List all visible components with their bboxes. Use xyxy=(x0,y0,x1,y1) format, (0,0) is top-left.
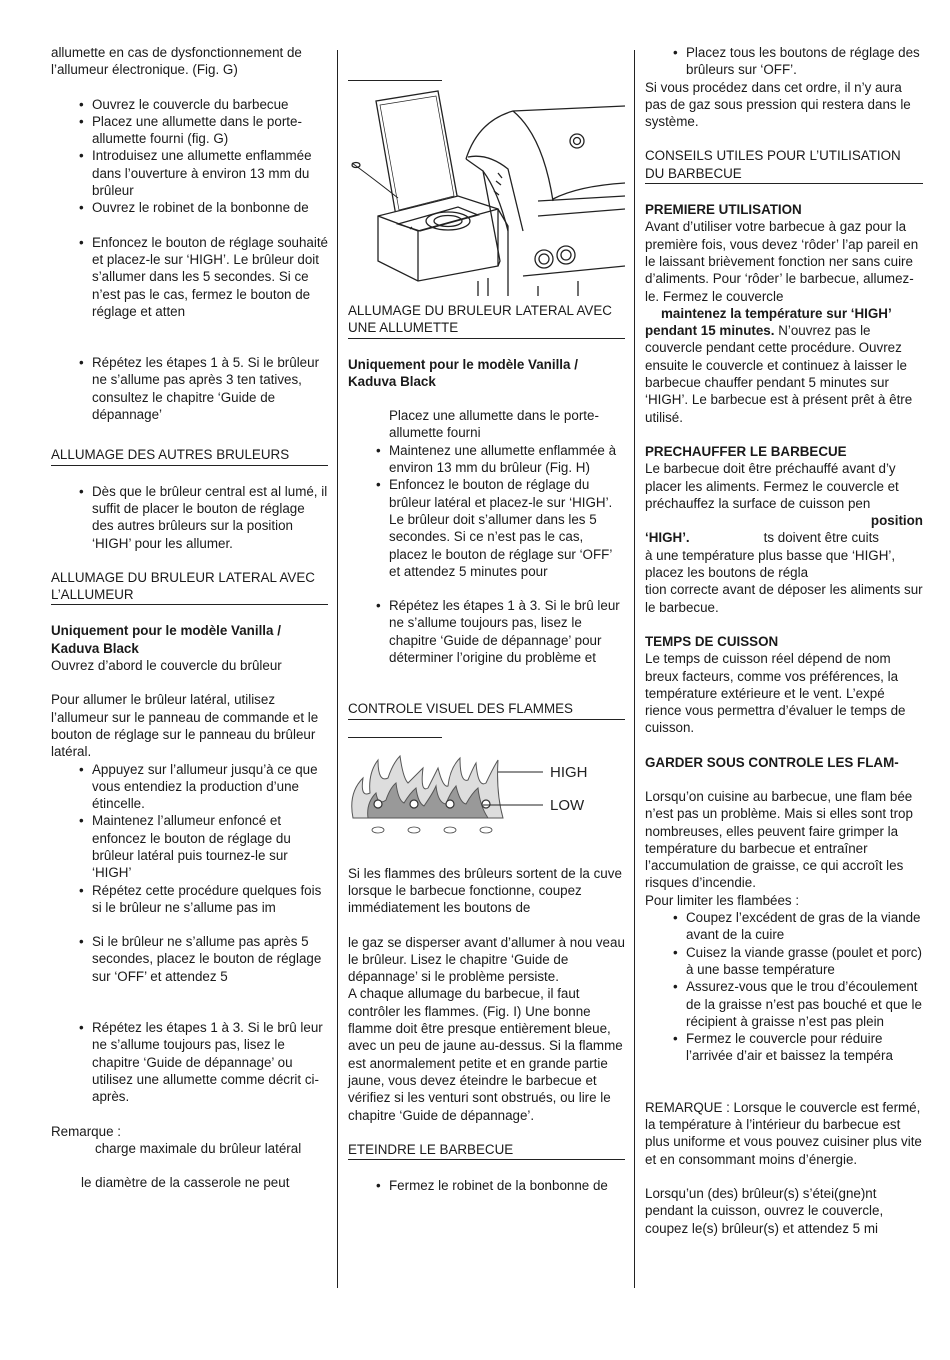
list-item: • Appuyez sur l’allumeur jusqu’à ce que vous entendiez la production d’une étincelle. xyxy=(92,761,328,813)
text-span: N’ouvrez pas le couvercle pendant cette procédure. Ouvrez ensuite le couvercle et continuez à laisser le barbecue chauffer pendant 5 minutes sur ‘HIGH’. Le barbecue est à présent prêt à être utilisé. xyxy=(645,323,913,425)
subheading: PRECHAUFFER LE BARBECUE xyxy=(645,443,847,459)
text-span-bold: position xyxy=(870,513,923,529)
text-span: ts doivent être cuits xyxy=(763,530,880,546)
paragraph: Placez une allumette dans le porte-allumette fourni xyxy=(389,408,599,441)
bullet-list xyxy=(645,909,923,1065)
bullet-list xyxy=(348,1177,625,1194)
list-item: • Répétez les étapes 1 à 3. Si le brû leur ne s’allume toujours pas, lisez le chapitre ‘Guide de dépannage’ ou utilisez une allumette comme décrit ci-après. xyxy=(92,1019,328,1105)
list-item: • Répétez cette procédure quelques fois si le brûleur ne s’allume pas im xyxy=(92,882,328,917)
bullet-list xyxy=(51,483,328,552)
column-2 xyxy=(348,44,625,1194)
subheading: TEMPS DE CUISSON xyxy=(645,633,779,649)
paragraph: Si vous procédez dans cet ordre, il n’y aura pas de gaz sous pression qui restera dans le système. xyxy=(645,79,911,130)
list-item: • Coupez l’excédent de gras de la viande avant de la cuire xyxy=(686,909,923,944)
flame-label-low: LOW xyxy=(550,796,585,814)
paragraph: Ouvrez d’abord le couvercle du brûleur xyxy=(51,658,282,674)
figure-caption: ALLUMAGE DU BRULEUR LATERAL AVEC UNE ALLUMETTE xyxy=(348,302,625,339)
section-heading: CONTROLE VISUEL DES FLAMMES xyxy=(348,700,625,719)
paragraph: Le barbecue doit être préchauffé avant d’y placer les aliments. Fermez le couvercle et préchauffez la surface de cuisson pen xyxy=(645,461,899,511)
paragraph: A chaque allumage du barbecue, il faut contrôler les flammes. (Fig. I) Une bonne flamme doit être presque entièrement bleue, avec un peu de jaune au-dessus. Si la flamme est anormalement petite et en grande partie jaune, vous devez éteindre le barbecue et vérifiez si les venturi sont obstrués, ou lire le chapitre ‘Guide de dépannage’. xyxy=(348,986,623,1123)
list-item: • Répétez les étapes 1 à 5. Si le brûleur ne s’allume pas après 3 ten tatives, consultez le chapitre ‘Guide de dépannage’ xyxy=(92,354,328,423)
paragraph: tion correcte avant de déposer les aliments sur le barbecue. xyxy=(645,582,923,615)
side-burner-illustration xyxy=(348,81,625,296)
section-heading: ETEINDRE LE BARBECUE xyxy=(348,1141,625,1160)
list-item: • Ouvrez le robinet de la bonbonne de xyxy=(92,199,328,216)
paragraph: le diamètre de la casserole ne peut xyxy=(81,1175,290,1191)
column-1 xyxy=(51,44,328,1191)
subheading: PREMIERE UTILISATION xyxy=(645,202,802,218)
bullet-list xyxy=(51,234,328,320)
list-item: • Placez une allumette dans le porte-allumette fourni (fig. G) xyxy=(92,113,328,148)
bullet-list xyxy=(645,44,923,79)
list-item: • Assurez-vous que le trou d’écoulement de la graisse n’est pas bouché et que le récipient à graisse n’est pas plein xyxy=(686,978,923,1030)
model-note: Uniquement pour le modèle Vanilla / Kaduva Black xyxy=(348,356,578,389)
paragraph: Si les flammes des brûleurs sortent de la cuve lorsque le barbecue fonctionne, coupez immédiatement les boutons de xyxy=(348,865,622,916)
paragraph xyxy=(645,218,923,426)
list-item: • Répétez les étapes 1 à 3. Si le brû leur ne s’allume toujours pas, lisez le chapitre ‘Guide de dépannage’ pour déterminer l’origine du problème et xyxy=(389,597,625,666)
bullet-list xyxy=(51,933,328,985)
list-item: • Maintenez l’allumeur enfoncé et enfoncez le bouton de réglage du brûleur latéral puis tournez-le sur ‘HIGH’ xyxy=(92,812,328,881)
text-span-bold: maintenez la température sur ‘HIGH’ pendant 15 minutes. xyxy=(645,305,891,339)
column-divider xyxy=(337,50,338,1288)
column-3 xyxy=(645,44,923,1237)
list-item: • Dès que le brûleur central est al lumé, il suffit de placer le bouton de réglage des autres brûleurs sur la position ‘HIGH’ pour les allumer. xyxy=(92,483,328,552)
section-heading: ALLUMAGE DU BRULEUR LATERAL AVEC L’ALLUMEUR xyxy=(51,569,328,606)
text-span-bold: ‘HIGH’. xyxy=(645,530,690,546)
list-item: • Placez tous les boutons de réglage des brûleurs sur ‘OFF’. xyxy=(686,44,923,79)
list-item: • Ouvrez le couvercle du barbecue xyxy=(92,96,328,113)
bullet-list xyxy=(51,96,328,217)
subheading: GARDER SOUS CONTROLE LES FLAM- xyxy=(645,754,899,770)
paragraph: allumette en cas de dysfonctionnement de l’allumeur électronique. (Fig. G) xyxy=(51,45,302,78)
list-item: • Enfoncez le bouton de réglage du brûleur latéral et placez-le sur ‘HIGH’. Le brûleur doit s’allumer dans les 5 secondes. Si ce n’est pas le cas, placez le bouton de réglage sur ‘OFF’ et attendez 5 minutes pour xyxy=(389,476,625,580)
paragraph: Lorsqu’on cuisine au barbecue, une flam bée n’est pas un problème. Mais si elles sont trop nombreuses, elles peuvent faire grimper la température du barbecue et entraîner l’accumulation de graisse, ce qui accroît les risques d’incendie. xyxy=(645,788,913,891)
paragraph: charge maximale du brûleur latéral xyxy=(95,1140,302,1156)
list-item: • Introduisez une allumette enflammée dans l’ouverture à environ 13 mm du brûleur xyxy=(92,147,328,199)
paragraph xyxy=(645,529,923,546)
list-item: • Cuisez la viande grasse (poulet et porc) à une basse température xyxy=(686,944,923,979)
model-note: Uniquement pour le modèle Vanilla / Kaduva Black xyxy=(51,623,281,656)
paragraph: le gaz se disperser avant d’allumer à nou veau le brûleur. Lisez le chapitre ‘Guide de dépannage’ si le problème persiste. xyxy=(348,934,625,985)
section-heading: ALLUMAGE DES AUTRES BRULEURS xyxy=(51,446,328,465)
section-heading: CONSEILS UTILES POUR L’UTILISATION DU BARBECUE xyxy=(645,147,923,184)
paragraph: à une température plus basse que ‘HIGH’, placez les boutons de régla xyxy=(645,547,896,581)
text-span: Avant d’utiliser votre barbecue à gaz pour la première fois, vous devez ‘rôder’ l’ap pareil en le laissant brièvement fonction ner sans cuire d’aliments. Pour ‘rôder’ le barbecue, allumez-le. Fermez le couvercle xyxy=(645,219,919,304)
bullet-list xyxy=(348,442,625,580)
column-divider xyxy=(634,50,635,1288)
paragraph: Pour limiter les flambées : xyxy=(645,892,800,908)
bullet-list xyxy=(348,597,625,666)
list-item: • Maintenez une allumette enflammée à environ 13 mm du brûleur (Fig. H) xyxy=(389,442,625,477)
paragraph: Lorsqu’un (des) brûleur(s) s’étei(gne)nt pendant la cuisson, ouvrez le couvercle, coupez le(s) brûleur(s) et attendez 5 mi xyxy=(645,1185,884,1236)
paragraph: Le temps de cuisson réel dépend de nom breux facteurs, comme vos préférences, la température extérieure et le vent. L’expé rience vous permettra d’évaluer le temps de cuisson. xyxy=(645,651,906,736)
list-item: • Si le brûleur ne s’allume pas après 5 secondes, placez le bouton de réglage sur ‘OFF’ et attendez 5 xyxy=(92,933,328,985)
paragraph: Pour allumer le brûleur latéral, utilisez l’allumeur sur le panneau de commande et le bouton de réglage sur le panneau du brûleur latéral. xyxy=(51,692,319,760)
bullet-list xyxy=(51,354,328,423)
list-item: • Enfoncez le bouton de réglage souhaité et placez-le sur ‘HIGH’. Le brûleur doit s’allumer dans les 5 secondes. Si ce n’est pas le cas, fermez le bouton de réglage et atten xyxy=(92,234,328,320)
flame-diagram xyxy=(348,738,625,848)
bullet-list xyxy=(51,761,328,917)
remark-label: Remarque : xyxy=(51,1123,121,1139)
paragraph: REMARQUE : Lorsque le couvercle est fermé, la température à l’intérieur du barbecue est plus uniforme et vous pouvez cuisiner plus vite et en consommant moins d’énergie. xyxy=(645,1099,922,1167)
list-item: • Fermez le robinet de la bonbonne de xyxy=(389,1177,625,1194)
flame-label-high: HIGH xyxy=(550,763,588,781)
list-item: • Fermez le couvercle pour réduire l’arrivée d’air et baissez la tempéra xyxy=(686,1030,923,1065)
bullet-list xyxy=(51,1019,328,1105)
